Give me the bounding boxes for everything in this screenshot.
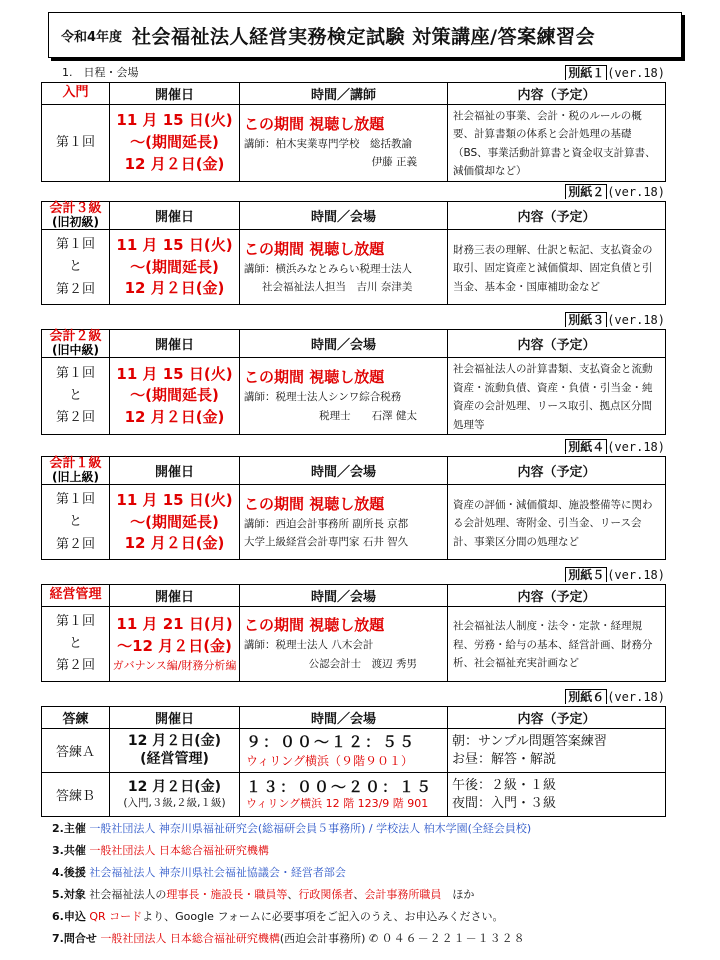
date-header: 開催日 xyxy=(110,202,240,230)
session-number: 第１回 と 第２回 xyxy=(42,485,110,560)
title-box xyxy=(48,12,682,58)
time-header: 時間／会場 xyxy=(240,330,448,358)
course-table xyxy=(41,456,666,560)
date-header: 開催日 xyxy=(110,457,240,485)
level-label: 会計３級 (旧初級) xyxy=(42,202,110,230)
content-header: 内容（予定） xyxy=(448,202,666,230)
time-header: 時間／会場 xyxy=(240,585,448,607)
answer-a-content: 朝：サンプル問題答案練習 お昼：解答・解説 xyxy=(448,729,666,773)
coorganizer-text: 一般社団法人 日本総合福祉研究機構 xyxy=(89,844,269,857)
course-content: 社会福祉の事業、会計・税のルールの概要、計算書類の体系と会計処理の基礎（BS、事業活動計算書と資金収支計算書、減価償却など） xyxy=(448,105,666,182)
bekki-label: 別紙１ (ver.18) xyxy=(565,64,665,80)
answer-a-date: 12 月２日(金) (経営管理) xyxy=(110,729,240,773)
level-label: 会計１級 (旧上級) xyxy=(42,457,110,485)
answer-a-time: ９：００～１２：５５ ウィリング横浜（９階９０１） xyxy=(240,729,448,773)
apply-row: 6.申込 QR コードより、Google フォームに必要事項をご記入のうえ、お申込みください。 xyxy=(52,910,504,923)
time-header: 時間／会場 xyxy=(240,202,448,230)
course-content: 資産の評価・減価償却、施設整備等に関わる会計処理、寄附金、引当金、リース会計、事業区分間の処理など xyxy=(448,485,666,560)
fiscal-year: 令和4年度 xyxy=(61,29,123,45)
bekki-label: 別紙３ (ver.18) xyxy=(565,311,665,327)
period-lecturer xyxy=(240,358,448,435)
period-lecturer xyxy=(240,230,448,305)
lecturer-line: 講師：西迫会計事務所 副所長 京都 xyxy=(244,517,409,530)
course-table xyxy=(41,329,666,435)
answer-b-name: 答練Ｂ xyxy=(42,773,110,817)
answer-header: 答練 xyxy=(42,707,110,729)
answer-table xyxy=(41,706,666,817)
viewing-period: この期間 視聴し放題 xyxy=(244,114,385,133)
content-header: 内容（予定） xyxy=(448,330,666,358)
session-number: 第１回 xyxy=(42,105,110,182)
date-header: 開催日 xyxy=(110,707,240,729)
support-text: 社会福祉法人 神奈川県社会福祉協議会・経営者部会 xyxy=(89,866,346,879)
content-header: 内容（予定） xyxy=(448,83,666,105)
time-header: 時間／講師 xyxy=(240,83,448,105)
viewing-period: この期間 視聴し放題 xyxy=(244,239,385,258)
session-number: 第１回 と 第２回 xyxy=(42,358,110,435)
content-header: 内容（予定） xyxy=(448,585,666,607)
course-content: 社会福祉法人の計算書類、支払資金と流動資産・流動負債、資産・負債・引当金・純資産の会計処理、リース取引、拠点区分間処理等 xyxy=(448,358,666,435)
answer-b-content: 午後：２級・１級 夜間：入門・３級 xyxy=(448,773,666,817)
support-row: 4.後援 社会福祉法人 神奈川県社会福祉協議会・経営者部会 xyxy=(52,866,346,879)
level-label: 入門 xyxy=(42,83,110,105)
bekki-label: 別紙５ (ver.18) xyxy=(565,566,665,582)
organizer-text: 一般社団法人 神奈川県福祉研究会(総福研会員５事務所) / 学校法人 柏木学園(全経会員校) xyxy=(89,822,532,835)
session-dates: 11 月 15 日(火) ～(期間延長) 12 月２日(金) xyxy=(110,105,240,182)
lecturer-line: 講師：税理士法人 八木会計 xyxy=(244,639,374,652)
lecturer-line: 講師：横浜みなとみらい税理士法人 xyxy=(244,262,412,275)
course-table xyxy=(41,201,666,305)
session-dates: 11 月 15 日(火) ～(期間延長) 12 月２日(金) xyxy=(110,358,240,435)
session-number: 第１回 と 第２回 xyxy=(42,607,110,682)
content-header: 内容（予定） xyxy=(448,457,666,485)
session-dates: 11 月 15 日(火) ～(期間延長) 12 月２日(金) xyxy=(110,230,240,305)
lecturer-line: 講師：柏木実業専門学校 総括教諭 xyxy=(244,137,412,150)
contact-phone: ０４６－２２１－１３２８ xyxy=(381,932,526,945)
course-table xyxy=(41,584,666,682)
target-row: 5.対象 社会福祉法人の理事長・施設長・職員等、行政関係者、会計事務所職員 ほか xyxy=(52,888,475,901)
level-label: 経営管理 xyxy=(42,585,110,607)
footer-info xyxy=(52,818,692,950)
level-label: 会計２級 (旧中級) xyxy=(42,330,110,358)
lecturer-name: 伊藤 正義 xyxy=(371,156,417,169)
qr-code-text: QR コード xyxy=(89,910,143,923)
content-header: 内容（予定） xyxy=(448,707,666,729)
bekki-label: 別紙６ (ver.18) xyxy=(565,688,665,704)
date-header: 開催日 xyxy=(110,83,240,105)
phone-icon: ✆ xyxy=(368,932,379,945)
session-number: 第１回 と 第２回 xyxy=(42,230,110,305)
viewing-period: この期間 視聴し放題 xyxy=(244,368,385,387)
course-table xyxy=(41,82,666,182)
lecturer-name: 公認会計士 渡辺 秀男 xyxy=(308,657,417,670)
answer-b-date: 12 月２日(金) (入門,３級,２級,１級) xyxy=(110,773,240,817)
period-lecturer xyxy=(240,607,448,682)
lecturer-name: 社会福祉法人担当 吉川 奈津美 xyxy=(262,280,413,293)
lecturer-line: 講師：税理士法人シンワ綜合税務 xyxy=(244,391,402,404)
date-header: 開催日 xyxy=(110,330,240,358)
viewing-period: この期間 視聴し放題 xyxy=(244,494,385,513)
course-content: 社会福祉法人制度・法令・定款・経理規程、労務・給与の基本、経営計画、財務分析、社会福祉充実計画など xyxy=(448,607,666,682)
time-header: 時間／会場 xyxy=(240,457,448,485)
answer-a-name: 答練Ａ xyxy=(42,729,110,773)
answer-b-time: １３：００～２０：１５ ウィリング横浜 12 階 123/9 階 901 xyxy=(240,773,448,817)
organizer-row: 2.主催 一般社団法人 神奈川県福祉研究会(総福研会員５事務所) / 学校法人 柏木学園(全経会員校) xyxy=(52,822,532,835)
viewing-period: この期間 視聴し放題 xyxy=(244,616,385,635)
contact-org: 一般社団法人 日本総合福祉研究機構 xyxy=(100,932,280,945)
bekki-label: 別紙４ (ver.18) xyxy=(565,438,665,454)
coorganizer-row: 3.共催 一般社団法人 日本総合福祉研究機構 xyxy=(52,844,269,857)
time-venue-header: 時間／会場 xyxy=(240,707,448,729)
contact-row: 7.問合せ 一般社団法人 日本総合福祉研究機構(西迫会計事務所) ✆ ０４６－２２１－１３２８ xyxy=(52,932,526,945)
bekki-label: 別紙２ (ver.18) xyxy=(565,183,665,199)
course-content: 財務三表の理解、仕訳と転記、支払資金の取引、固定資産と減価償却、固定負債と引当金、基本金・国庫補助金など xyxy=(448,230,666,305)
period-lecturer xyxy=(240,105,448,182)
schedule-heading: 1. 日程・会場 xyxy=(62,66,139,79)
session-dates: 11 月 15 日(火) ～(期間延長) 12 月２日(金) xyxy=(110,485,240,560)
lecturer-name: 税理士 石澤 健太 xyxy=(319,409,417,422)
page-title: 社会福祉法人経営実務検定試験 対策講座/答案練習会 xyxy=(132,25,596,48)
period-lecturer xyxy=(240,485,448,560)
session-dates: 11 月 21 日(月) ～12 月２日(金) ガバナンス編/財務分析編 xyxy=(110,607,240,682)
lecturer-name: 大学上級経営会計専門家 石井 智久 xyxy=(244,535,409,548)
date-header: 開催日 xyxy=(110,585,240,607)
